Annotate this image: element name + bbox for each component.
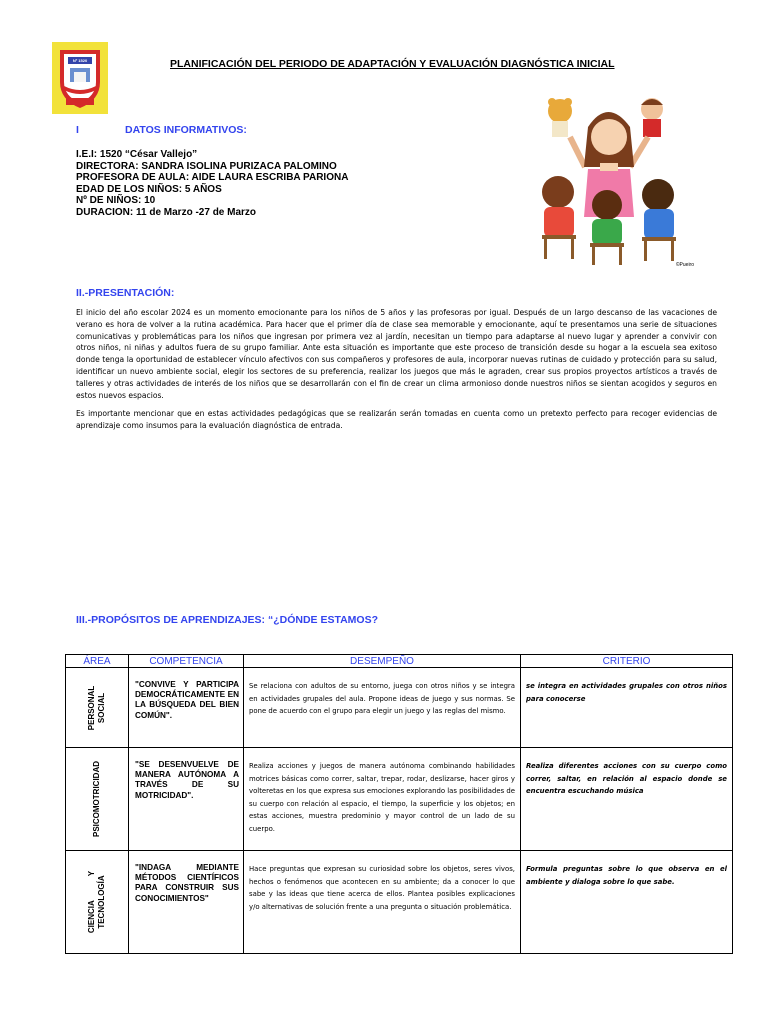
section-1-heading: DATOS INFORMATIVOS: xyxy=(125,124,247,136)
table-row xyxy=(66,668,733,748)
criterio-cell: se integra en actividades grupales con otros niños para conocerse xyxy=(521,668,733,748)
presentation-paragraph-1: El inicio del año escolar 2024 es un momento emocionante para los niños de 5 años y las profesoras por igual. Después de un largo descanso de las vacaciones de verano es hora de volver a la rutina académica. Para hacer que el primer día de clase sea memorable y emocionante, aquí te presentamos una serie de situaciones comunicativas y problemáticas para los niños que ingresan por primera vez al jardín, necesitan un tiempo para adaptarse al nuevo lugar y aprender a convivir con otros niños, ni niñas y adultos fuera de su grupo familiar. Ante esta situación es importante que este proceso de transición desde su hogar a la escuela sea exitoso donde tenga la oportunidad de establecer vínculo afectivos con sus compañeros y profesores de aula, incorporar nuevas rutinas de cuidado y protección para su salud, identificar un nuevo ambiente social, elegir los sectores de su preferencia, realizar los juegos que más le agraden, crear sus propios proyectos artísticos a través de talleres y otras actividades de interés de los niños que se desarrollarán con el fin de crear un clima armonioso donde nuestros niños se sientan acogidos y seguros en estos nuevos espacios. xyxy=(76,308,717,400)
header-desempeno: DESEMPEÑO xyxy=(244,655,521,668)
table-row xyxy=(66,851,733,954)
area-label: PSICOMOTRICIDAD xyxy=(92,761,101,837)
page-title: PLANIFICACIÓN DEL PERIODO DE ADAPTACIÓN Y EVALUACIÓN DIAGNÓSTICA INICIAL xyxy=(170,58,615,70)
info-director: DIRECTORA: SANDRA ISOLINA PURIZACA PALOMINO xyxy=(76,160,337,172)
section-2-heading: II.-PRESENTACIÓN: xyxy=(76,287,175,299)
teacher-children-illustration xyxy=(530,97,702,270)
section-3-heading: III.-PROPÓSITOS DE APRENDIZAJES: “¿DÓNDE ESTAMOS? xyxy=(76,614,379,626)
area-cell xyxy=(66,851,129,954)
table-header-row xyxy=(66,655,733,668)
area-cell xyxy=(66,668,129,748)
criterio-cell: Formula preguntas sobre lo que observa en el ambiente y dialoga sobre lo que sabe. xyxy=(521,851,733,954)
logo-text: Nº 1520 xyxy=(72,58,88,63)
area-label: PERSONAL SOCIAL xyxy=(87,685,106,730)
header-area: ÁREA xyxy=(66,655,129,668)
presentation-paragraph-2: Es importante mencionar que en estas actividades pedagógicas que se realizarán serán tomadas en cuenta como un pretexto perfecto para recoger evidencias de aprendizaje como insumos para la evaluación diagnóstica de entrada. xyxy=(76,409,717,430)
table-row xyxy=(66,748,733,851)
header-criterio: CRITERIO xyxy=(521,655,733,668)
header-competencia: COMPETENCIA xyxy=(129,655,244,668)
area-label: CIENCIA Y TECNOLOGÍA xyxy=(87,870,106,934)
learning-purposes-table xyxy=(65,654,733,954)
competencia-cell: "INDAGA MEDIANTE MÉTODOS CIENTÍFICOS PARA CONSTRUIR SUS CONOCIMIENTOS" xyxy=(129,851,244,954)
desempeno-cell: Realiza acciones y juegos de manera autónoma combinando habilidades motrices básicas como correr, saltar, trepar, rodar, deslizarse, hacer giros y volteretas en los que expresa sus emociones explorando las posibilidades de su cuerpo con relación al espacio, el tiempo, la superficie y los objetos; en estas acciones, muestra predominio y mayor control de un lado de su cuerpo. xyxy=(244,748,521,851)
desempeno-cell: Hace preguntas que expresan su curiosidad sobre los objetos, seres vivos, hechos o fenómenos que acontecen en su ambiente; da a conocer lo que sabe y las ideas que tiene acerca de ellos. Plantea posibles explicaciones y/o alternativas de solución frente a una pregunta o situación problemática. xyxy=(244,851,521,954)
info-age: EDAD DE LOS NIÑOS: 5 AÑOS xyxy=(76,183,222,195)
competencia-cell: "CONVIVE Y PARTICIPA DEMOCRÁTICAMENTE EN LA BÚSQUEDA DEL BIEN COMÚN". xyxy=(129,668,244,748)
info-count: Nº DE NIÑOS: 10 xyxy=(76,195,156,206)
school-logo xyxy=(52,42,108,114)
info-duration: DURACION: 11 de Marzo -27 de Marzo xyxy=(76,206,257,218)
info-teacher: PROFESORA DE AULA: AIDE LAURA ESCRIBA PARIONA xyxy=(76,172,349,183)
competencia-cell: "SE DESENVUELVE DE MANERA AUTÓNOMA A TRAVÉS DE SU MOTRICIDAD". xyxy=(129,748,244,851)
info-block xyxy=(76,149,348,218)
info-school: I.E.I: 1520 “César Vallejo” xyxy=(76,149,198,160)
illustration-caption: ©Pueiro xyxy=(675,262,694,268)
desempeno-cell: Se relaciona con adultos de su entorno, juega con otros niños y se integra en actividades grupales del aula. Propone ideas de juego y sus normas. Se pone de acuerdo con el grupo para elegir un juego y las reglas del mismo. xyxy=(244,668,521,748)
area-cell xyxy=(66,748,129,851)
criterio-cell: Realiza diferentes acciones con su cuerpo como correr, saltar, en relación al espacio donde se encuentra escuchando música xyxy=(521,748,733,851)
section-1-number: I xyxy=(76,124,79,136)
